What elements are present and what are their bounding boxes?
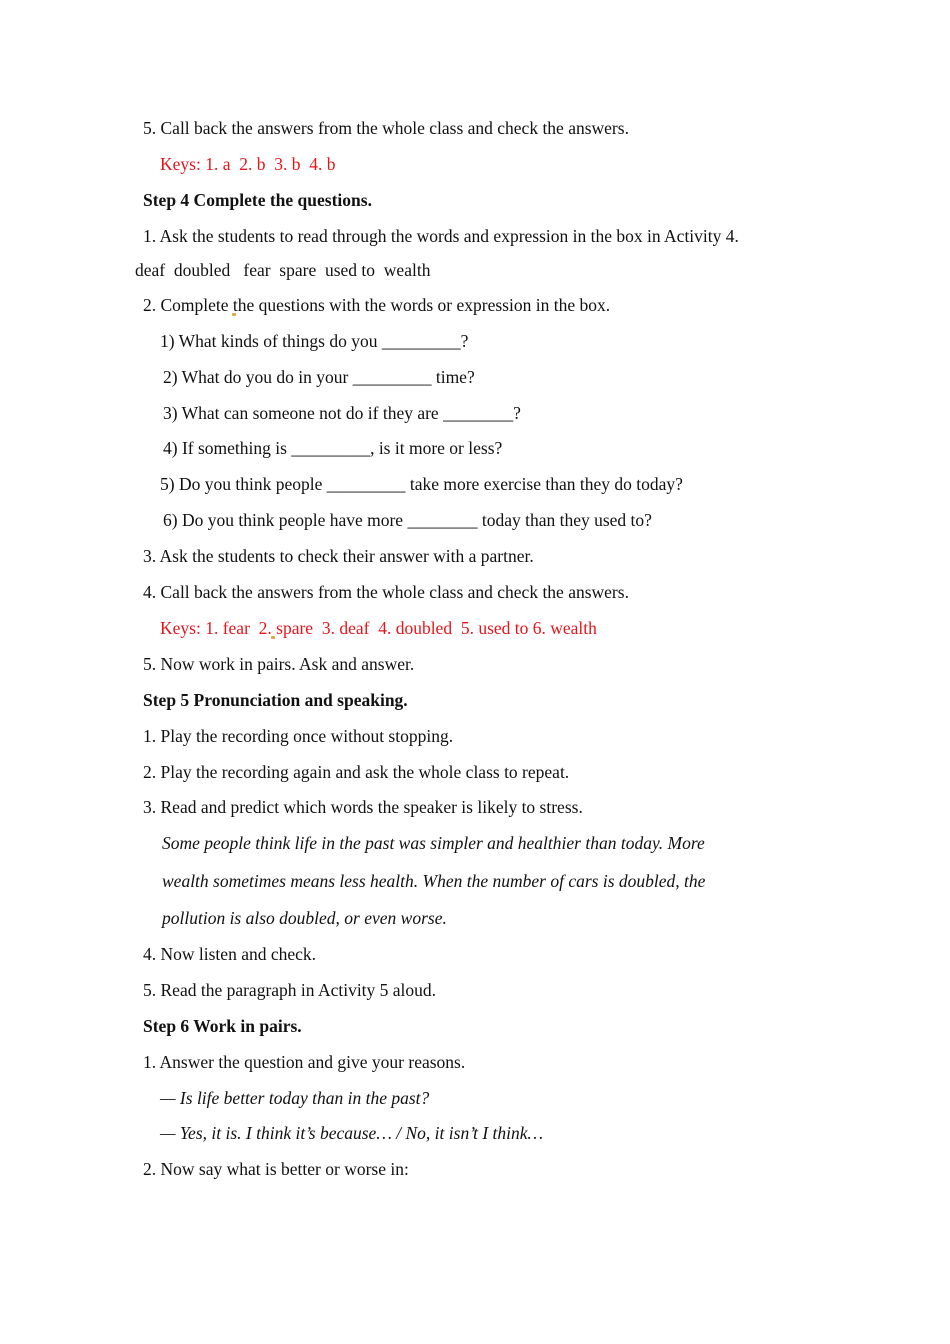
instruction-line: 2. Now say what is better or worse in: (143, 1159, 409, 1179)
dialogue-line: — Is life better today than in the past? (160, 1088, 430, 1108)
instruction-line: 5. Call back the answers from the whole class and check the answers. (143, 118, 629, 138)
step-heading: Step 5 Pronunciation and speaking. (143, 690, 408, 710)
instruction-line: 3. Read and predict which words the speaker is likely to stress. (143, 797, 583, 817)
instruction-line: 5. Now work in pairs. Ask and answer. (143, 654, 415, 674)
passage-line: pollution is also doubled, or even worse. (162, 908, 447, 928)
question-item: 6) Do you think people have more ________ today than they used to? (163, 510, 652, 530)
answer-keys: Keys: 1. a 2. b 3. b 4. b (160, 154, 336, 174)
question-item: 3) What can someone not do if they are ________? (163, 403, 521, 423)
instruction-line: 2. Play the recording again and ask the whole class to repeat. (143, 762, 570, 782)
instruction-line (143, 294, 610, 316)
text-part: Keys: 1. fear 2. (160, 618, 272, 638)
instruction-line: 3. Ask the students to check their answer with a partner. (143, 546, 534, 566)
instruction-line: 5. Read the paragraph in Activity 5 aloud. (143, 980, 437, 1000)
step-heading: Step 6 Work in pairs. (143, 1016, 302, 1036)
instruction-line: 4. Call back the answers from the whole class and check the answers. (143, 582, 629, 602)
instruction-line: 1. Ask the students to read through the words and expression in the box in Activity 4. (143, 226, 739, 246)
dialogue-line: — Yes, it is. I think it’s because… / No, it isn’t I think… (160, 1123, 544, 1143)
instruction-line: 1. Play the recording once without stopping. (143, 726, 454, 746)
text-part: the questions with the words or expression in the box. (232, 295, 611, 315)
answer-keys (160, 617, 597, 639)
question-item: 1) What kinds of things do you _________? (160, 331, 469, 351)
text-part: 2. Complete (143, 295, 233, 315)
instruction-line: 4. Now listen and check. (143, 944, 317, 964)
question-item: 5) Do you think people _________ take more exercise than they do today? (160, 474, 683, 494)
question-item: 4) If something is _________, is it more or less? (163, 438, 503, 458)
instruction-line: 1. Answer the question and give your reasons. (143, 1052, 466, 1072)
word-box: deaf doubled fear spare used to wealth (135, 260, 431, 280)
passage-line: wealth sometimes means less health. When the number of cars is doubled, the (162, 871, 706, 891)
step-heading: Step 4 Complete the questions. (143, 190, 372, 210)
passage-line: Some people think life in the past was simpler and healthier than today. More (162, 833, 705, 853)
question-item: 2) What do you do in your _________ time? (163, 367, 475, 387)
text-part: spare 3. deaf 4. doubled 5. used to 6. wealth (271, 618, 597, 638)
